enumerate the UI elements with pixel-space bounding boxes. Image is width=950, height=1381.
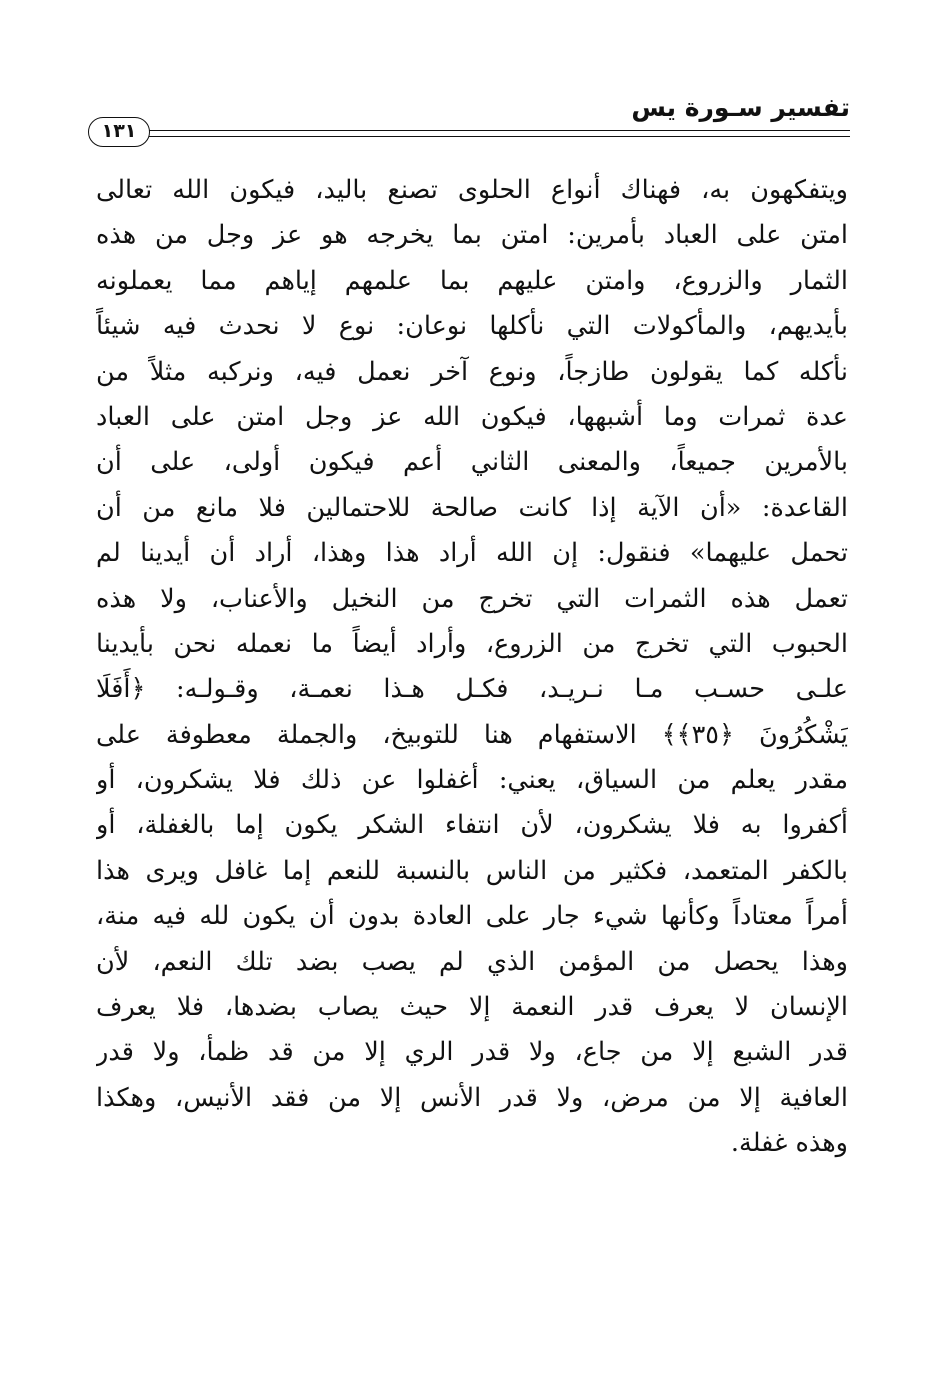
text-line-verse-end: يَشْكُرُونَ ﴿٣٥﴾﴾ الاستفهام هنا للتوبيخ، والجملة معطوفة على [96, 719, 848, 750]
text-line: عدة ثمرات وما أشبهها، فيكون الله عز وجل امتن على العباد [96, 401, 848, 432]
page-header [88, 92, 850, 152]
text-line: مقدر يعلم من السياق، يعني: أغفلوا عن ذلك فلا يشكرون، أو [96, 765, 848, 796]
body-text [96, 168, 848, 1167]
text-line: أكفروا به فلا يشكرون، لأن انتفاء الشكر يكون إما بالغفلة، أو [96, 810, 848, 841]
header-double-rule [144, 130, 850, 137]
text-line: تعمل هذه الثمرات التي تخرج من النخيل والأعناب، ولا هذه [96, 583, 848, 614]
text-line-last: وهذه غفلة. [730, 1128, 848, 1159]
text-line: الإنسان لا يعرف قدر النعمة إلا حيث يصاب بضدها، فلا يعرف [96, 992, 848, 1023]
text-line: أمراً معتاداً وكأنها شيء جار على العادة بدون أن يكون لله فيه منة، [96, 901, 848, 932]
text-line: بالأمرين جميعاً، والمعنى الثاني أعم فيكون أولى، على أن [96, 447, 848, 478]
text-line: ويتفكهون به، فهناك أنواع الحلوى تصنع باليد، فيكون الله تعالى [96, 175, 848, 205]
text-line: الحبوب التي تخرج من الزروع، وأراد أيضاً ما نعمله نحن بأيدينا [96, 628, 848, 659]
text-line: بأيديهم، والمأكولات التي نأكلها نوعان: نوع لا نحدث فيه شيئاً [96, 311, 848, 342]
running-title: تفسير سـورة يس [631, 93, 850, 122]
text-line: بالكفر المتعمد، فكثير من الناس بالنسبة للنعم إما غافل ويرى هذا [96, 855, 848, 886]
text-line: وهذا يحصل من المؤمن الذي لم يصب بضد تلك النعم، لأن [96, 946, 848, 977]
text-line: القاعدة: «أن الآية إذا كانت صالحة للاحتمالين فلا مانع من أن [96, 492, 848, 523]
text-line: الثمار والزروع، وامتن عليهم بما علمهم إياهم مما يعملونه [96, 265, 848, 296]
text-line-verse-start: علـى حسـب مـا نـريـد، فكـل هـذا نعمـة، وقـولـه: ﴿أَفَلَا [96, 674, 848, 705]
text-line: العافية إلا من مرض، ولا قدر الأنس إلا من فقد الأنيس، وهكذا [96, 1082, 848, 1113]
text-line: امتن على العباد بأمرين: امتن بما يخرجه هو عز وجل من هذه [96, 220, 848, 251]
page-number: ١٣١ [88, 117, 150, 147]
text-line: تحمل عليهما» فنقول: إن الله أراد هذا وهذا، أراد أن أيدينا لم [96, 538, 848, 569]
text-line: قدر الشبع إلا من جاع، ولا قدر الري إلا من قد ظمأ، ولا قدر [96, 1037, 848, 1068]
text-line: نأكله كما يقولون طازجاً، ونوع آخر نعمل فيه، ونركبه مثلاً من [96, 356, 848, 387]
